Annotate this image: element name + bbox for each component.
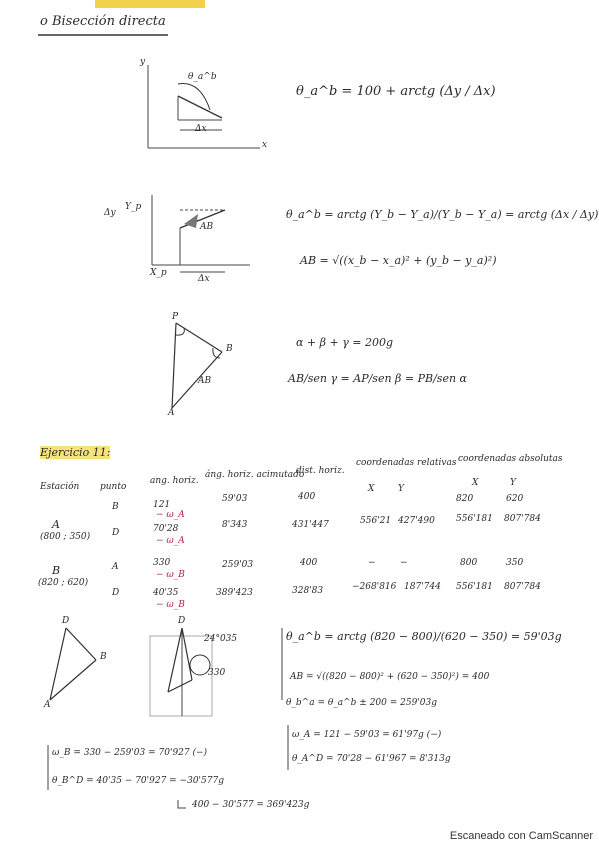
header-punto: punto bbox=[100, 482, 127, 492]
subheader-rel-x: X bbox=[368, 484, 375, 494]
calc-3: θ_b^a = θ_a^b ± 200 = 259'03g bbox=[286, 698, 438, 708]
row4-punto: D bbox=[112, 588, 120, 598]
bottom-pt-d-mid: D bbox=[178, 616, 186, 626]
row3-ang-note: − ω_B bbox=[156, 570, 185, 580]
row3-rx: − bbox=[368, 558, 376, 568]
calc-2: AB = √((820 − 800)² + (620 − 350)²) = 400 bbox=[290, 672, 490, 682]
calc-1: θ_a^b = arctg (820 − 800)/(620 − 350) = 59'03g bbox=[286, 630, 562, 643]
row3-ry: − bbox=[400, 558, 408, 568]
row4-ang-note: − ω_B bbox=[156, 600, 185, 610]
row2-ay: 807'784 bbox=[504, 514, 541, 524]
row3-ang: 330 bbox=[153, 558, 171, 568]
bottom-pt-d-left: D bbox=[62, 616, 70, 626]
scanner-watermark: Escaneado con CamScanner bbox=[449, 830, 593, 842]
calc-7: θ_B^D = 40'35 − 70'927 = −30'577g bbox=[52, 776, 224, 786]
yp-label: Y_p bbox=[125, 202, 142, 212]
subheader-abs-x: X bbox=[472, 478, 479, 488]
calc-8: 400 − 30'577 = 369'423g bbox=[192, 800, 310, 810]
calc-6: ω_B = 330 − 259'03 = 70'927 (−) bbox=[52, 748, 208, 758]
bottom-pt-a-left: A bbox=[44, 700, 51, 710]
row1-estacion: A bbox=[52, 518, 60, 531]
row2-rx: 556'21 bbox=[360, 516, 392, 526]
row1-ay: 620 bbox=[506, 494, 524, 504]
row2-ry: 427'490 bbox=[398, 516, 435, 526]
row2-dist: 431'447 bbox=[292, 520, 329, 530]
row2-ax: 556'181 bbox=[456, 514, 493, 524]
formula-theta-mid: θ_a^b = arctg (Y_b − Y_a)/(Y_b − Y_a) = arctg (Δx / Δy) bbox=[286, 208, 599, 221]
header-acim: áng. horiz. acimutado bbox=[205, 470, 305, 480]
axis-x-label: x bbox=[262, 140, 268, 150]
bottom-pt-b-left: B bbox=[100, 652, 107, 662]
formula-theta-top: θ_a^b = 100 + arctg (Δy / Δx) bbox=[296, 84, 496, 99]
row2-punto: D bbox=[112, 528, 120, 538]
formula-distance: AB = √((x_b − x_a)² + (y_b − y_a)²) bbox=[300, 254, 497, 267]
row2-ang: 70'28 bbox=[153, 524, 179, 534]
row3-estacion: B bbox=[52, 564, 61, 577]
row3-ay: 350 bbox=[506, 558, 524, 568]
pt-a-label: A bbox=[168, 408, 175, 418]
row4-dist: 328'83 bbox=[292, 586, 324, 596]
row4-ax: 556'181 bbox=[456, 582, 493, 592]
row3-coords: (820 ; 620) bbox=[38, 578, 89, 588]
header-ang: ang. horiz. bbox=[150, 476, 199, 486]
formula-sine-rule: AB/sen γ = AP/sen β = PB/sen α bbox=[288, 372, 467, 385]
bottom-val-330: 330 bbox=[208, 668, 226, 678]
row1-ax: 820 bbox=[456, 494, 474, 504]
ab-label-2: AB bbox=[200, 222, 214, 232]
formula-angles-sum: α + β + γ = 200g bbox=[296, 336, 394, 349]
row1-ang: 121 bbox=[153, 500, 171, 510]
header-dist: dist. horiz. bbox=[296, 466, 345, 476]
row1-ang-note: − ω_A bbox=[156, 510, 185, 520]
header-abs: coordenadas absolutas bbox=[458, 454, 563, 464]
pt-b-label: B bbox=[226, 344, 233, 354]
row4-acim: 389'423 bbox=[216, 588, 253, 598]
row2-acim: 8'343 bbox=[222, 520, 248, 530]
header-rel: coordenadas relativas bbox=[356, 458, 457, 468]
subheader-abs-y: Y bbox=[510, 478, 516, 488]
exercise-title: Ejercicio 11: bbox=[40, 446, 111, 459]
row1-acim: 59'03 bbox=[222, 494, 248, 504]
row1-coords: (800 ; 350) bbox=[40, 532, 91, 542]
axis-y-label: y bbox=[140, 57, 146, 67]
theta-label: θ_a^b bbox=[188, 72, 217, 82]
bottom-val-24: 24°035 bbox=[204, 634, 238, 644]
section-title: o Bisección directa bbox=[40, 14, 166, 29]
calc-4: ω_A = 121 − 59'03 = 61'97g (−) bbox=[292, 730, 442, 740]
row4-ay: 807'784 bbox=[504, 582, 541, 592]
ab-label-3: AB bbox=[198, 376, 212, 386]
row1-punto: B bbox=[112, 502, 119, 512]
calc-5: θ_A^D = 70'28 − 61'967 = 8'313g bbox=[292, 754, 451, 764]
row3-dist: 400 bbox=[300, 558, 318, 568]
dx-label-2: Δx bbox=[198, 274, 210, 284]
dy-label: Δy bbox=[104, 208, 116, 218]
dx-label-1: Δx bbox=[195, 124, 207, 134]
header-estacion: Estación bbox=[40, 482, 80, 492]
row3-punto: A bbox=[112, 562, 119, 572]
row4-ang: 40'35 bbox=[153, 588, 179, 598]
row3-ax: 800 bbox=[460, 558, 478, 568]
subheader-rel-y: Y bbox=[398, 484, 404, 494]
row4-ry: 187'744 bbox=[404, 582, 441, 592]
row2-ang-note: − ω_A bbox=[156, 536, 185, 546]
xp-label: X_p bbox=[150, 268, 167, 278]
pt-p-label: P bbox=[172, 312, 179, 322]
row4-rx: −268'816 bbox=[352, 582, 397, 592]
row1-dist: 400 bbox=[298, 492, 316, 502]
row3-acim: 259'03 bbox=[222, 560, 254, 570]
